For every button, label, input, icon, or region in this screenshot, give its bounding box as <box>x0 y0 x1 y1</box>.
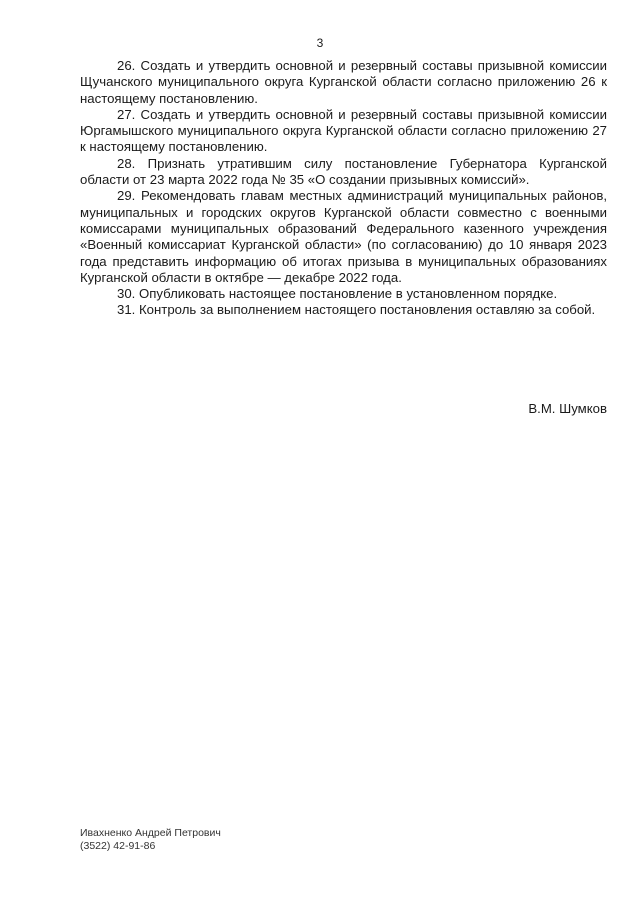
executor-phone: (3522) 42-91-86 <box>80 840 156 852</box>
document-body <box>80 58 607 319</box>
footer-contact <box>80 827 221 853</box>
paragraph-29: 29. Рекомендовать главам местных администраций муниципальных районов, муниципальных и городских округов Курганской области совместно с военными комиссарами муниципальных образований Федерального казенного учреждения «Военный комиссариат Курганской области» (по согласованию) до 10 января 2023 года представить информацию об итогах призыва в муниципальных образованиях Курганской области в октябре — декабре 2022 года. <box>80 188 607 285</box>
paragraph-28: 28. Признать утратившим силу постановление Губернатора Курганской области от 23 марта 2022 года № 35 «О создании призывных комиссий». <box>80 155 607 188</box>
paragraph-27: 27. Создать и утвердить основной и резервный составы призывной комиссии Юргамышского муниципального округа Курганской области согласно приложению 27 к настоящему постановлению. <box>80 106 607 155</box>
page-number: 3 <box>316 36 324 50</box>
executor-name: Ивахненко Андрей Петрович <box>80 827 221 839</box>
signature: В.М. Шумков <box>528 401 607 416</box>
paragraph-30: 30. Опубликовать настоящее постановление в установленном порядке. <box>117 286 558 302</box>
paragraph-26: 26. Создать и утвердить основной и резервный составы призывной комиссии Щучанского муниципального округа Курганской области согласно приложению 26 к настоящему постановлению. <box>80 58 607 106</box>
paragraph-31: 31. Контроль за выполнением настоящего постановления оставляю за собой. <box>117 302 596 318</box>
